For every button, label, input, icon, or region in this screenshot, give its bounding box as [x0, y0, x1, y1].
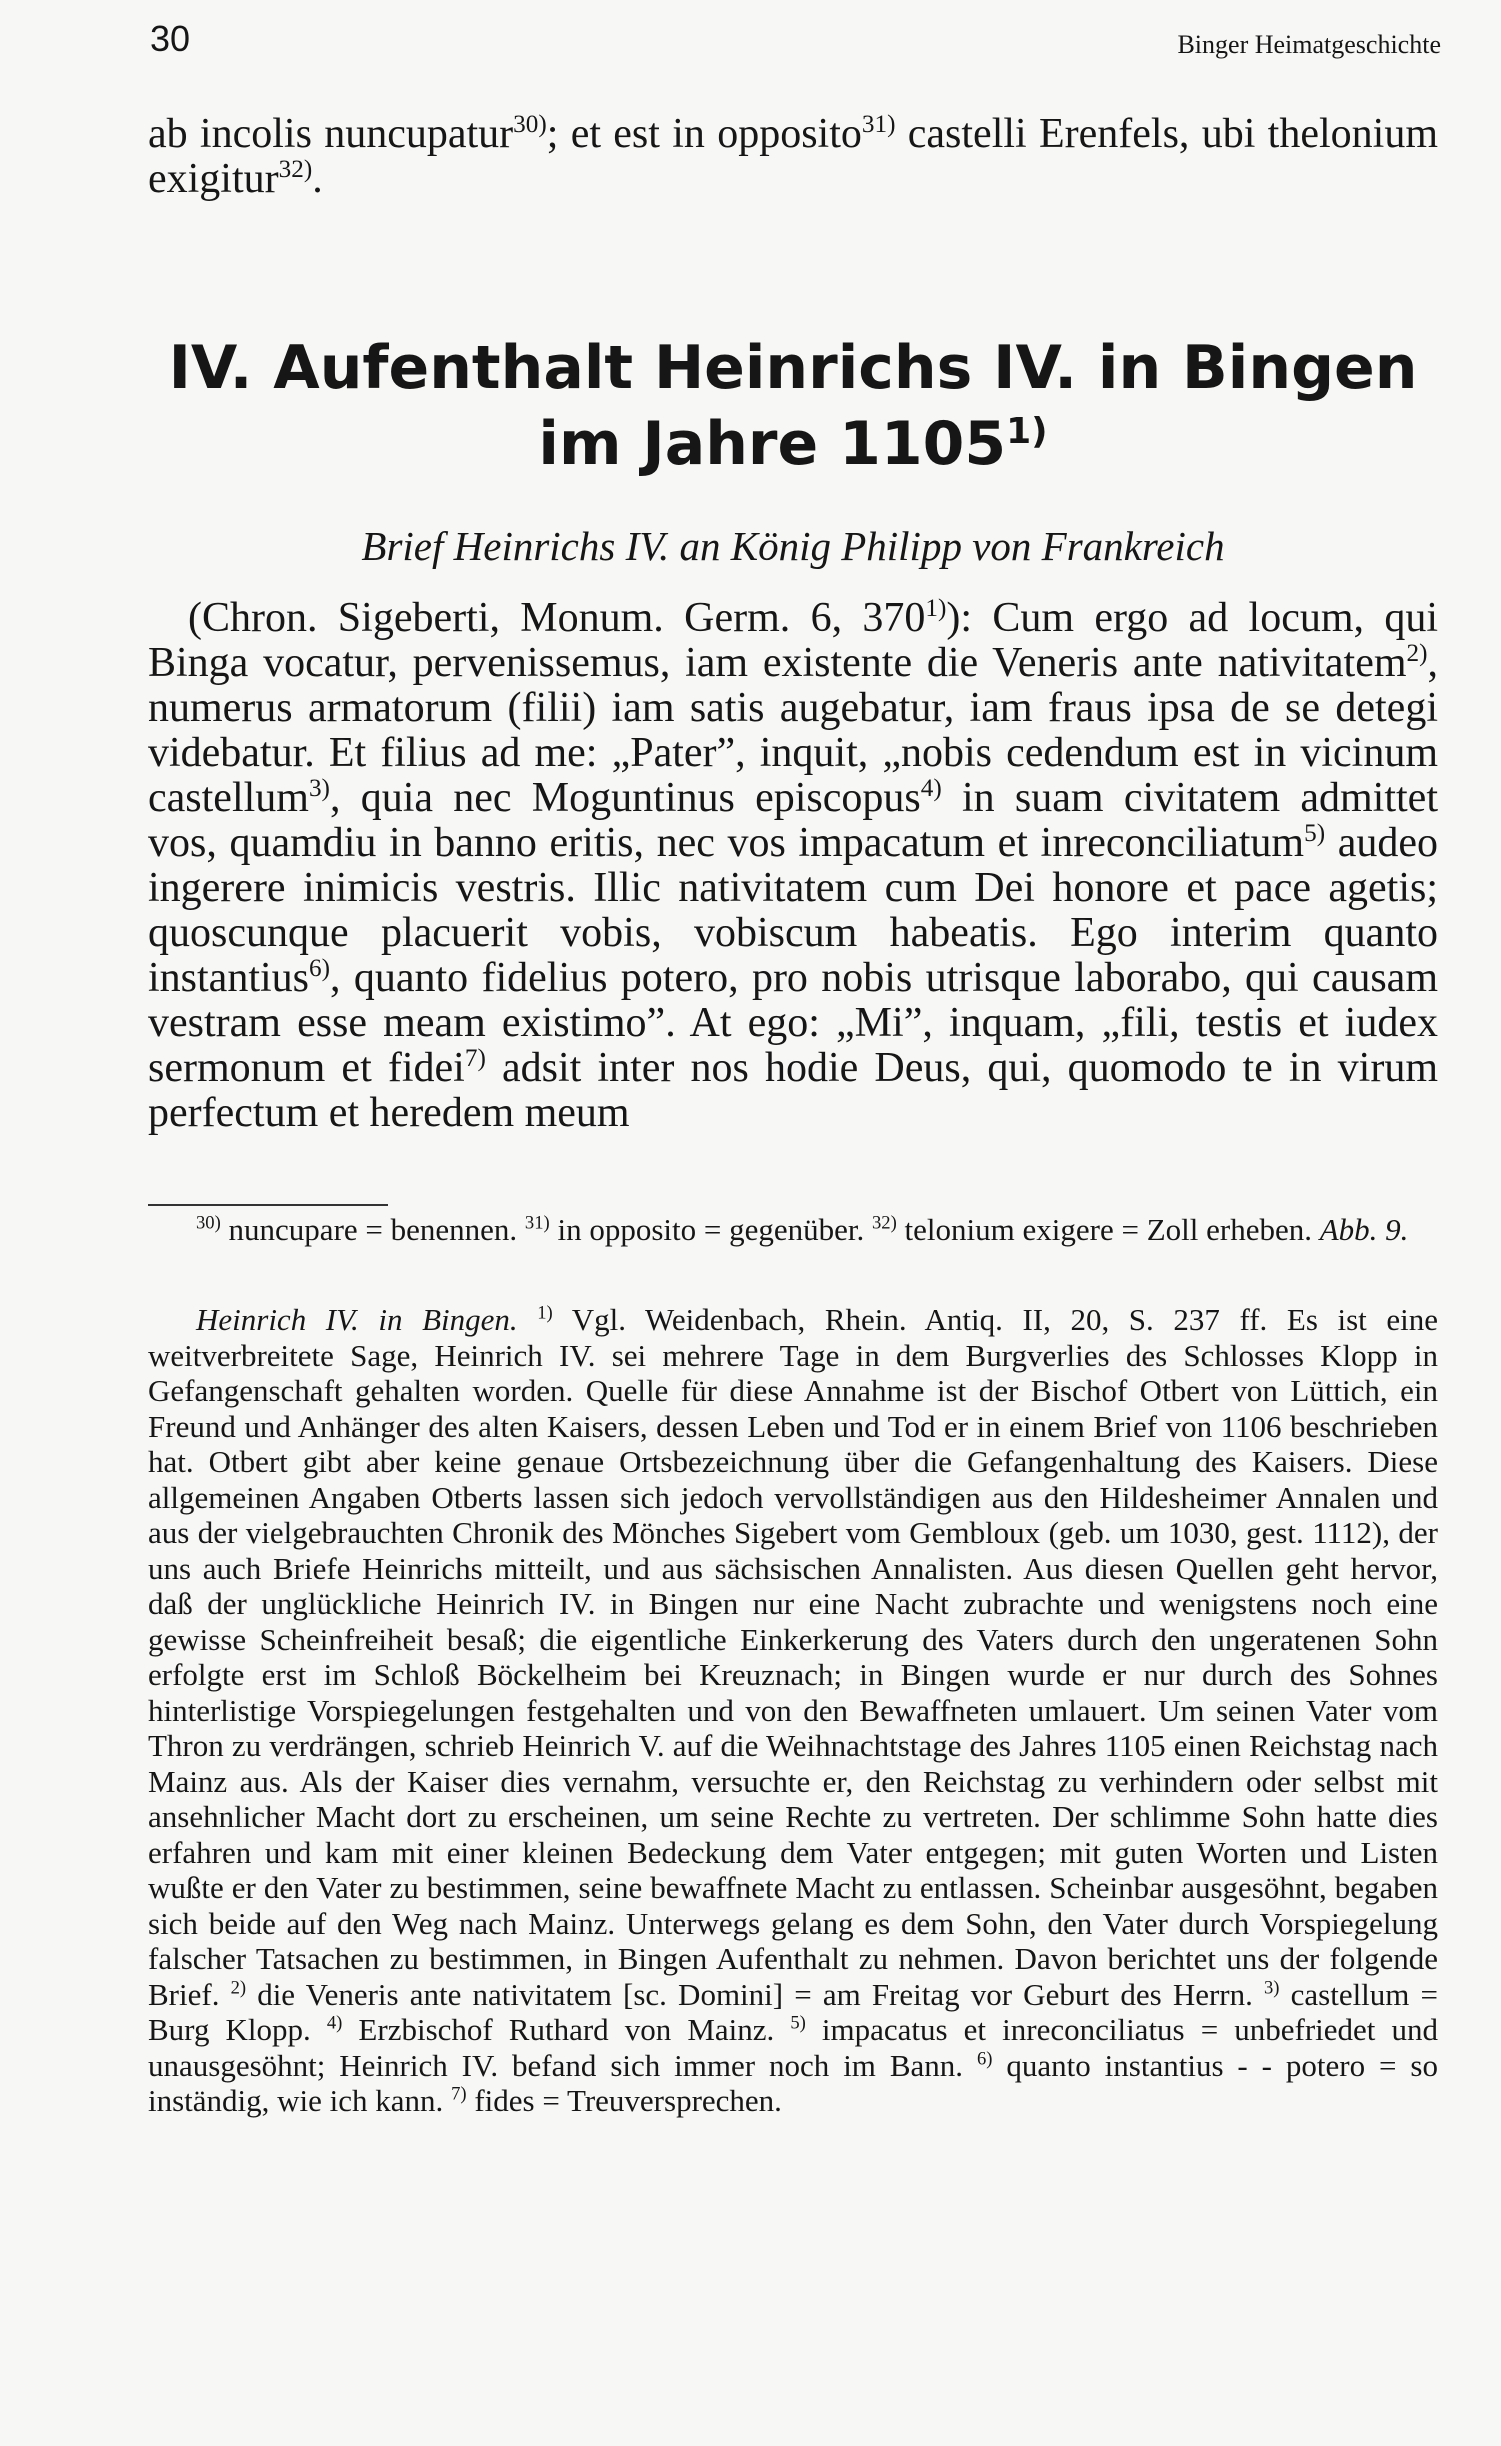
footnotes-vocabulary: $^{30)}$ nuncupare = benennen. $^{31)}$ in opposito = gegenüber. $^{32)}$ telonium exigere = Zoll erheben. Abb. 9.: [196, 1212, 1409, 1247]
page-number: 30: [150, 18, 191, 59]
letter-subheading: Brief Heinrichs IV. an König Philipp von Frankreich: [361, 523, 1225, 569]
running-title: Binger Heimatgeschichte: [1177, 30, 1441, 59]
footnote-label: Heinrich IV. in Bingen.: [196, 1302, 518, 1337]
section-heading-line2: im Jahre 1105$^{1)}$: [538, 409, 1048, 479]
figure-reference: Abb. 9.: [1319, 1212, 1409, 1247]
section-heading: [148, 330, 1438, 482]
letter-paragraph: (Chron. Sigeberti, Monum. Germ. 6, 370$^{1)}$): Cum ergo ad locum, qui Binga vocatur, pervenissemus, iam existente die Veneris ante nativitatem$^{2)}$, numerus armatorum (filii) iam satis augebatur, iam fraus ipsa de se detegi videbatur. Et filius ad me: „Pater”, inquit, „nobis cedendum est in vicinum castellum$^{3)}$, quia nec Moguntinus episcopus$^{4)}$ in suam civitatem admittet vos, quamdiu in banno eritis, nec vos impacatum et inreconciliatum$^{5)}$ audeo ingerere inimicis vestris. Illic nativitatem cum Dei honore et pace agetis; quoscunque placuerit vobis, vobiscum habeatis. Ego interim quanto instantius$^{6)}$, quanto fidelius potero, pro nobis utrisque laborabo, qui causam vestram esse meam existimo”. At ego: „Mi”, inquam, „fili, testis et iudex sermonum et fidei$^{7)}$ adsit inter nos hodie Deus, qui, quomodo te in virum perfectum et heredem meum: [148, 595, 1438, 1136]
footnote-divider: [148, 1204, 388, 1206]
heading-footnote-ref: 1): [1006, 411, 1048, 452]
intro-paragraph: ab incolis nuncupatur$^{30)}$; et est in opposito$^{31)}$ castelli Erenfels, ubi thelonium exigitur$^{32)}$.: [148, 111, 1438, 202]
section-heading-line1: IV. Aufenthalt Heinrichs IV. in Bingen: [168, 333, 1418, 403]
footnotes-main: Heinrich IV. in Bingen. $^{1)}$ Vgl. Weidenbach, Rhein. Antiq. II, 20, S. 237 ff. Es ist eine weitverbreitete Sage, Heinrich IV. sei mehrere Tage in dem Burgverlies des Schlosses Klopp in Gefangenschaft gehalten worden. Quelle für diese Annahme ist der Bischof Otbert von Lüttich, ein Freund und Anhänger des alten Kaisers, dessen Leben und Tod er in einem Brief von 1106 beschrieben hat. Otbert gibt aber keine genaue Ortsbezeichnung über die Gefangenhaltung des Kaisers. Diese allgemeinen Angaben Otberts lassen sich jedoch vervollständigen aus den Hildesheimer Annalen und aus der vielgebrauchten Chronik des Mönches Sigebert vom Gembloux (geb. um 1030, gest. 1112), der uns auch Briefe Heinrichs mitteilt, und aus sächsischen Annalisten. Aus diesen Quellen geht hervor, daß der unglückliche Heinrich IV. in Bingen nur eine Nacht zubrachte und wenigstens noch eine gewisse Scheinfreiheit besaß; die eigentliche Einkerkerung des Vaters durch den ungeratenen Sohn erfolgte erst im Schloß Böckelheim bei Kreuznach; in Bingen wurde er nur durch des Sohnes hinterlistige Vorspiegelungen festgehalten und von den Bewaffneten umlauert. Um seinen Vater vom Thron zu verdrängen, schrieb Heinrich V. auf die Weihnachtstage des Jahres 1105 einen Reichstag nach Mainz aus. Als der Kaiser dies vernahm, versuchte er, den Reichstag zu verhindern oder selbst mit ansehnlicher Macht dort zu erscheinen, um seine Rechte zu vertreten. Der schlimme Sohn hatte dies erfahren und kam mit einer kleinen Bedeckung dem Vater entgegen; mit guten Worten und Listen wußte er den Vater zu bestimmen, seine bewaffnete Macht zu entlassen. Scheinbar ausgesöhnt, begaben sich beide auf den Weg nach Mainz. Unterwegs gelang es dem Sohn, den Vater durch Vorspiegelung falscher Tatsachen zu bestimmen, in Bingen Aufenthalt zu nehmen. Davon berichtet uns der folgende Brief. $^{2)}$ die Veneris ante nativitatem [sc. Domini] = am Freitag vor Geburt des Herrn. $^{3)}$ castellum = Burg Klopp. $^{4)}$ Erzbischof Ruthard von Mainz. $^{5)}$ impacatus et inreconciliatus = unbefriedet und unausgesöhnt; Heinrich IV. befand sich immer noch im Bann. $^{6)}$ quanto instantius - - potero = so inständig, wie ich kann. $^{7)}$ fides = Treuversprechen.: [148, 1302, 1439, 2118]
